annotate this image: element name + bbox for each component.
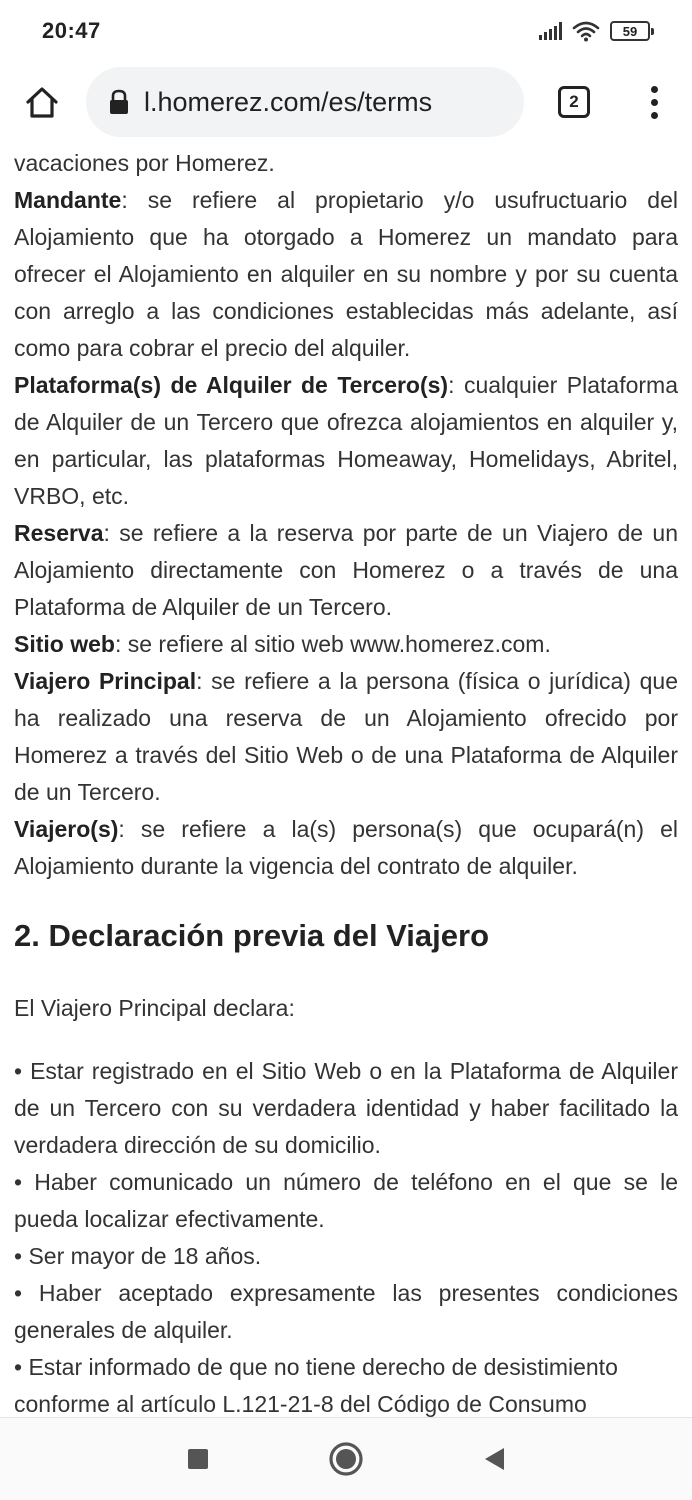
recents-button[interactable] (178, 1439, 218, 1479)
definition-reserva (14, 515, 678, 626)
definition-continuation: vacaciones por Homerez. (14, 150, 275, 176)
definition-term: Sitio web (14, 631, 115, 657)
battery-icon (610, 21, 650, 41)
back-button[interactable] (474, 1439, 514, 1479)
wifi-icon (572, 20, 600, 42)
status-time: 20:47 (42, 18, 101, 43)
list-item: • Estar informado de que no tiene derecho de desistimiento (14, 1354, 618, 1380)
definition-text: : se refiere a la(s) persona(s) que ocupará(n) el Alojamiento durante la vigencia del contrato de alquiler. (14, 816, 678, 879)
battery-level: 59 (622, 23, 638, 39)
definition-viajeros (14, 811, 678, 885)
tab-count: 2 (569, 92, 579, 111)
list-item: • Haber comunicado un número de teléfono en el que se le pueda localizar efectivamente. (14, 1169, 678, 1232)
definition-text: : se refiere a la persona (física o jurídica) que ha realizado una reserva de un Alojamiento ofrecido por Homerez a través del Sitio Web o de una Plataforma de Alquiler de un Tercero. (14, 668, 678, 805)
home-icon (24, 85, 60, 119)
definition-text: : se refiere a la reserva por parte de un Viajero de un Alojamiento directamente con Homerez o a través de una Plataforma de Alquiler de un Tercero. (14, 520, 678, 620)
back-triangle-icon (482, 1446, 506, 1472)
definition-term: Reserva (14, 520, 104, 546)
definition-text: : cualquier Plataforma de Alquiler de un Tercero que ofrezca alojamientos en alquiler y, en particular, las plataformas Homeaway, Homelidays, Abritel, VRBO, etc. (14, 372, 678, 509)
more-menu-button[interactable] (624, 62, 684, 142)
definition-text: : se refiere al propietario y/o usufructuario del Alojamiento que ha otorgado a Homerez un mandato para ofrecer el Alojamiento en alquiler en su nombre y por su cuenta con arreglo a las condiciones establecidas más adelante, así como para cobrar el precio del alquiler. (14, 187, 678, 361)
definition-viajero-principal (14, 663, 678, 811)
definition-term: Plataforma(s) de Alquiler de Tercero(s) (14, 372, 449, 398)
definition-sitio-web (14, 626, 678, 663)
definition-text: : se refiere al sitio web www.homerez.com. (114, 631, 551, 657)
clipped-line-bottom: conforme al artículo L.121-21-8 del Código de Consumo (14, 1391, 587, 1417)
tabs-button[interactable] (524, 62, 624, 142)
list-item: • Haber aceptado expresamente las presentes condiciones generales de alquiler. (14, 1280, 678, 1343)
terms-text (14, 142, 678, 1417)
section-heading: 2. Declaración previa del Viajero (14, 918, 490, 953)
status-bar (0, 0, 692, 62)
section-intro: El Viajero Principal declara: (14, 995, 295, 1021)
browser-toolbar (0, 62, 692, 142)
definition-plataforma (14, 367, 678, 515)
tabs-icon (558, 86, 590, 118)
system-home-button[interactable] (326, 1439, 366, 1479)
more-vert-icon (651, 86, 658, 93)
status-icons (539, 20, 650, 42)
definition-term: Mandante (14, 187, 122, 213)
url-bar[interactable] (86, 67, 524, 137)
home-circle-icon (328, 1441, 364, 1477)
definition-term: Viajero(s) (14, 816, 119, 842)
list-item: • Estar registrado en el Sitio Web o en la Plataforma de Alquiler de un Tercero con su verdadera identidad y haber facilitado la verdadera dirección de su domicilio. (14, 1058, 678, 1158)
system-nav-bar (0, 1417, 692, 1500)
recents-square-icon (186, 1447, 210, 1471)
home-button[interactable] (0, 62, 84, 142)
list-item: • Ser mayor de 18 años. (14, 1243, 262, 1269)
signal-icon (539, 22, 562, 40)
lock-icon (108, 89, 130, 115)
definition-term: Viajero Principal (14, 668, 197, 694)
url-text: l.homerez.com/es/terms (144, 86, 433, 117)
definition-mandante (14, 182, 678, 367)
page-content (0, 142, 692, 1417)
